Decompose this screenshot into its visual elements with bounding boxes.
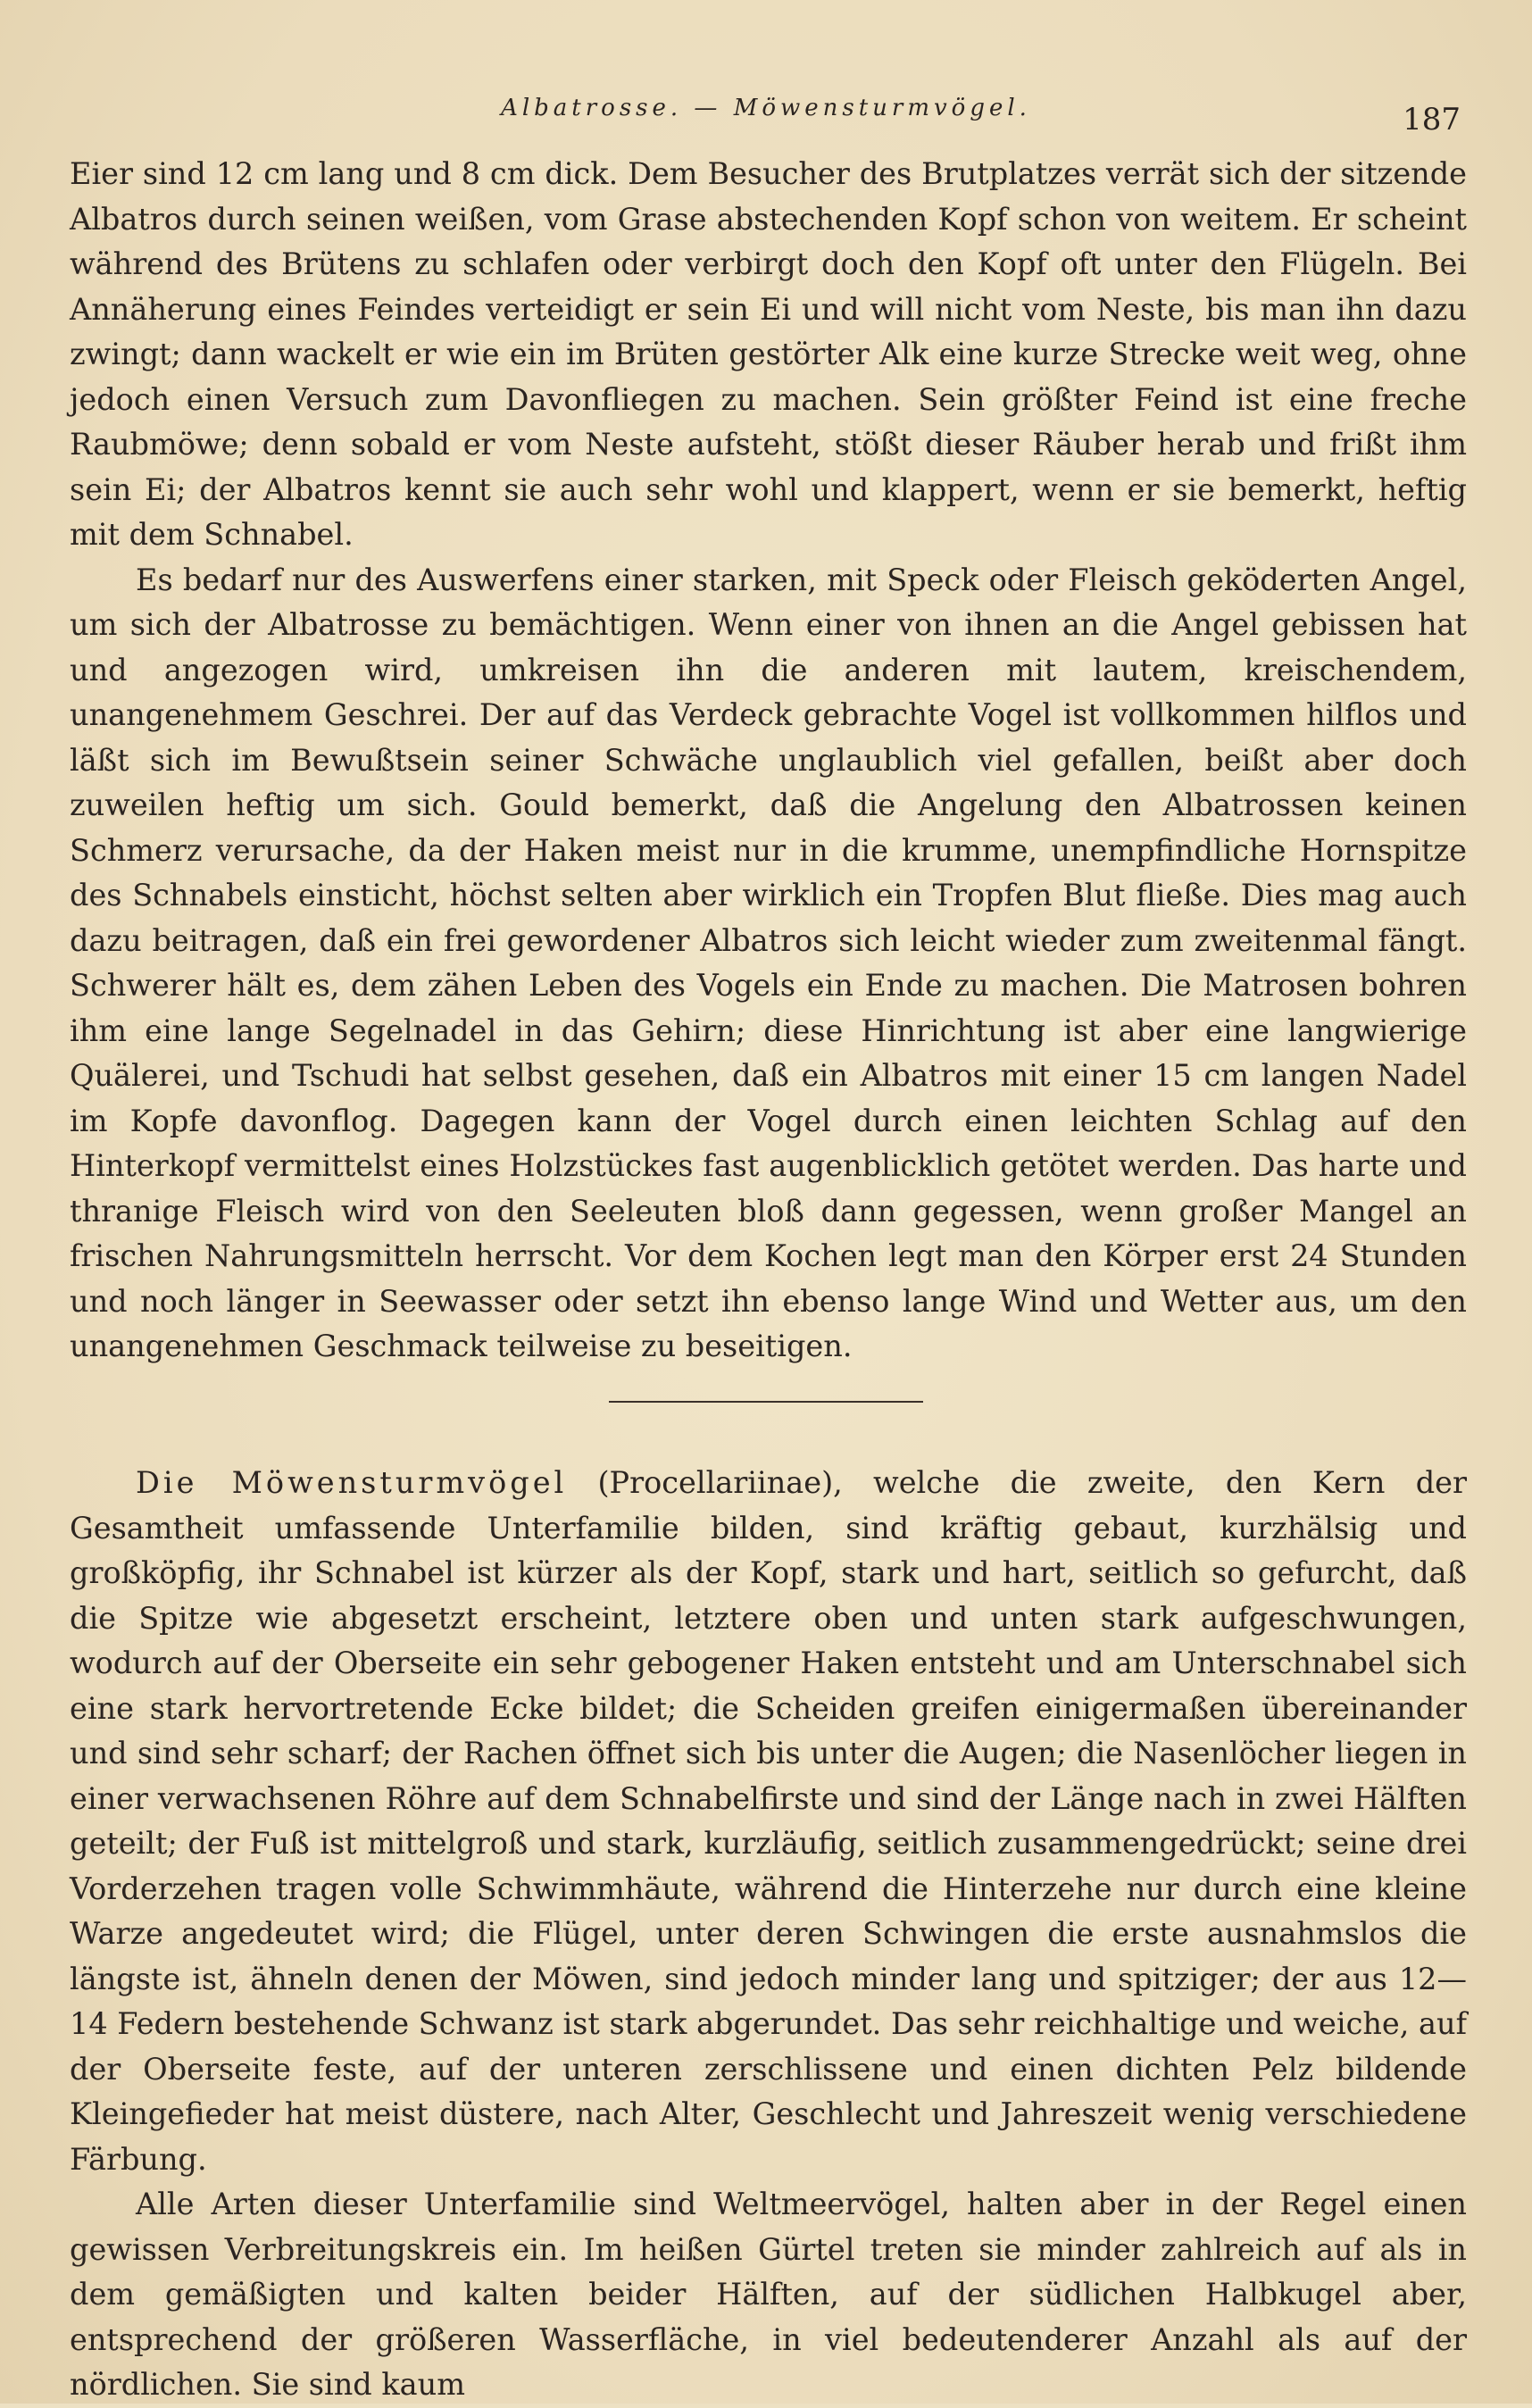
running-title: Albatrosse. — Möwensturmvögel. [501, 95, 1031, 121]
paragraph [70, 1461, 1467, 2182]
section-lead-text: , welche die zweite, den Kern der Gesamtheit umfassende Unterfamilie bilden, sind kräftig gebaut, kurzhälsig und großköpfig, ihr Schnabel ist kürzer als der Kopf, stark und hart, seitlich so gefurcht, daß die Spitze wie abgesetzt erscheint, letztere oben und unten stark aufgeschwungen, wodurch auf der Oberseite ein sehr gebogener Haken entsteht und am Unterschnabel sich eine stark hervortretende Ecke bildet; die Scheiden greifen einigermaßen übereinander und sind sehr scharf; der Rachen öffnet sich bis unter die Augen; die Nasenlöcher liegen in einer verwachsenen Röhre auf dem Schnabelfirste und sind der Länge nach in zwei Hälften geteilt; der Fuß ist mittelgroß und stark, kurzläufig, seitlich zusammengedrückt; seine drei Vorderzehen tragen volle Schwimmhäute, während die Hinterzehe nur durch eine kleine Warze angedeutet wird; die Flügel, unter deren Schwingen die erste ausnahmslos die längste ist, ähneln denen der Möwen, sind jedoch minder lang und spitziger; der aus 12—14 Federn bestehende Schwanz ist stark abgerundet. Das sehr reichhaltige und weiche, auf der Oberseite feste, auf der unteren zerschlissene und einen dichten Pelz bildende Kleingefieder hat meist düstere, nach Alter, Geschlecht und Jahreszeit wenig verschiedene Färbung. [70, 1465, 1467, 2177]
section-lead-name: Die Möwensturmvögel [136, 1465, 568, 1500]
section-divider [609, 1401, 923, 1403]
paragraph: Es bedarf nur des Auswerfens einer starken, mit Speck oder Fleisch geköderten Angel, um sich der Albatrosse zu bemächtigen. Wenn einer von ihnen an die Angel gebissen hat und angezogen wird, umkreisen ihn die anderen mit lautem, kreischendem, unangenehmem Geschrei. Der auf das Verdeck gebrachte Vogel ist vollkommen hilflos und läßt sich im Bewußtsein seiner Schwäche unglaublich viel gefallen, beißt aber doch zuweilen heftig um sich. Gould bemerkt, daß die Angelung den Albatrossen keinen Schmerz verursache, da der Haken meist nur in die krumme, unempfindliche Hornspitze des Schnabels einsticht, höchst selten aber wirklich ein Tropfen Blut fließe. Dies mag auch dazu beitragen, daß ein frei gewordener Albatros sich leicht wieder zum zweitenmal fängt. Schwerer hält es, dem zähen Leben des Vogels ein Ende zu machen. Die Matrosen bohren ihm eine lange Segelnadel in das Gehirn; diese Hinrichtung ist aber eine langwierige Quälerei, und Tschudi hat selbst gesehen, daß ein Albatros mit einer 15 cm langen Nadel im Kopfe davonflog. Dagegen kann der Vogel durch einen leichten Schlag auf den Hinterkopf vermittelst eines Holzstückes fast augenblicklich getötet werden. Das harte und thranige Fleisch wird von den Seeleuten bloß dann gegessen, wenn großer Mangel an frischen Nahrungsmitteln herrscht. Vor dem Kochen legt man den Körper erst 24 Stunden und noch länger in Seewasser oder setzt ihn ebenso lange Wind und Wetter aus, um den unangenehmen Geschmack teilweise zu beseitigen. [70, 562, 1467, 1363]
paragraph: Alle Arten dieser Unterfamilie sind Weltmeervögel, halten aber in der Regel einen gewissen Verbreitungskreis ein. Im heißen Gürtel treten sie minder zahlreich auf als in dem gemäßigten und kalten beider Hälften, auf der südlichen Halbkugel aber, entsprechend der größeren Wasserfläche, in viel bedeutenderer Anzahl als auf der nördlichen. Sie sind kaum [70, 2187, 1467, 2402]
albatross-section [70, 152, 1467, 1370]
procellariinae-section [70, 1461, 1467, 2408]
section-lead-latin: (Procellariinae) [567, 1465, 834, 1500]
paragraph: Eier sind 12 cm lang und 8 cm dick. Dem Besucher des Brutplatzes verrät sich der sitzende Albatros durch seinen weißen, vom Grase abstechenden Kopf schon von weitem. Er scheint während des Brütens zu schlafen oder verbirgt doch den Kopf oft unter den Flügeln. Bei Annäherung eines Feindes verteidigt er sein Ei und will nicht vom Neste, bis man ihn dazu zwingt; dann wackelt er wie ein im Brüten gestörter Alk eine kurze Strecke weit weg, ohne jedoch einen Versuch zum Davonfliegen zu machen. Sein größter Feind ist eine freche Raubmöwe; denn sobald er vom Neste aufsteht, stößt dieser Räuber herab und frißt ihm sein Ei; der Albatros kennt sie auch sehr wohl und klappert, wenn er sie bemerkt, heftig mit dem Schnabel. [70, 156, 1467, 552]
page-number: 187 [1403, 102, 1461, 137]
